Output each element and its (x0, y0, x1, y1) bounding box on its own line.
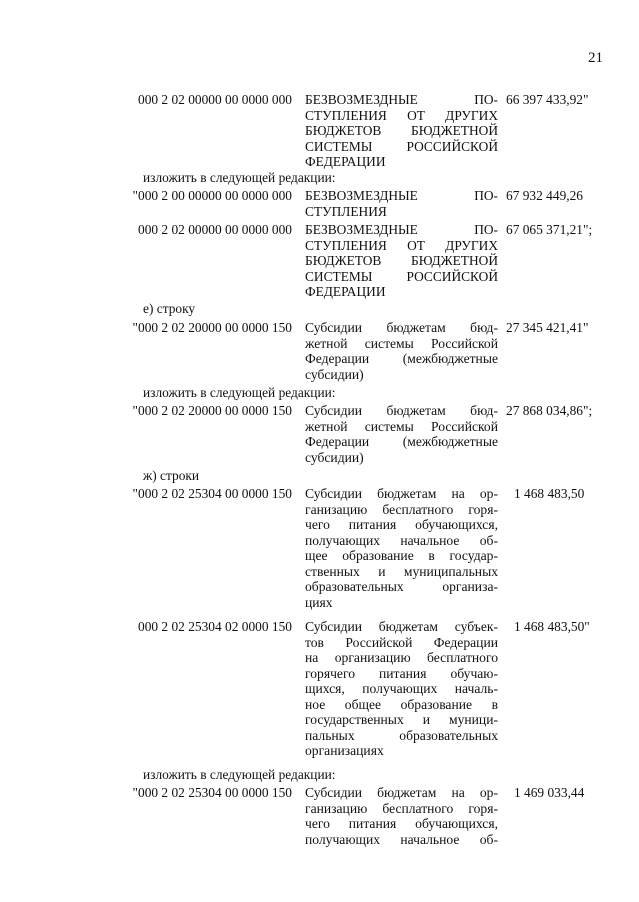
name-line: ФЕДЕРАЦИИ (305, 284, 386, 299)
name-line: ганизацию бесплатного горя- (305, 501, 498, 517)
budget-code: "000 2 02 25304 00 0000 150 (132, 486, 292, 501)
instruction-note: ж) строки (143, 468, 200, 483)
name-line: Федерации (межбюджетные (305, 434, 498, 449)
name-line: Субсидии бюджетам бюд- (305, 320, 498, 335)
budget-code: "000 2 02 20000 00 0000 150 (132, 320, 292, 335)
amount: 27 345 421,41" (506, 320, 589, 335)
name-line: ное общее образование в (305, 696, 498, 712)
revenue-name (305, 785, 498, 847)
name-line: горячего питания обучаю- (305, 665, 498, 681)
name-line: СТУПЛЕНИЯ ОТ ДРУГИХ (305, 107, 498, 123)
name-line: СТУПЛЕНИЯ ОТ ДРУГИХ (305, 237, 498, 253)
revenue-name (305, 222, 498, 300)
instruction-note: изложить в следующей редакции: (143, 385, 336, 400)
revenue-name (305, 188, 498, 219)
name-line: Субсидии бюджетам на ор- (305, 785, 498, 800)
name-line: Субсидии бюджетам на ор- (305, 486, 498, 501)
name-line: субсидии) (305, 366, 364, 382)
name-line: Субсидии бюджетам субъек- (305, 619, 498, 634)
revenue-name (305, 403, 498, 465)
name-line: субсидии) (305, 449, 364, 465)
name-line: государственных и муници- (305, 712, 498, 727)
page-number: 21 (588, 50, 603, 66)
name-line: БЮДЖЕТОВ БЮДЖЕТНОЙ (305, 123, 498, 138)
budget-code: 000 2 02 00000 00 0000 000 (138, 92, 292, 107)
instruction-note: е) строку (143, 301, 196, 316)
amount: 1 468 483,50 (514, 486, 585, 501)
amount: 1 469 033,44 (514, 785, 585, 800)
name-line: ганизацию бесплатного горя- (305, 800, 498, 816)
revenue-name (305, 92, 498, 170)
name-line: БЕЗВОЗМЕЗДНЫЕ ПО- (305, 222, 498, 237)
name-line: получающих начальное об- (305, 831, 498, 847)
name-line: чего питания обучающихся, (305, 517, 498, 532)
name-line: Субсидии бюджетам бюд- (305, 403, 498, 418)
name-line: БЕЗВОЗМЕЗДНЫЕ ПО- (305, 188, 498, 203)
amount: 1 468 483,50" (514, 619, 590, 634)
amount: 67 932 449,26 (506, 188, 583, 203)
name-line: организациях (305, 743, 384, 758)
name-line: СИСТЕМЫ РОССИЙСКОЙ (305, 268, 498, 284)
name-line: жетной системы Российской (305, 335, 498, 351)
amount: 66 397 433,92" (506, 92, 589, 107)
budget-code: "000 2 00 00000 00 0000 000 (132, 188, 292, 203)
name-line: тов Российской Федерации (305, 634, 498, 650)
name-line: БЮДЖЕТОВ БЮДЖЕТНОЙ (305, 253, 498, 268)
name-line: жетной системы Российской (305, 418, 498, 434)
name-line: СИСТЕМЫ РОССИЙСКОЙ (305, 138, 498, 154)
name-line: щее образование в государ- (305, 548, 498, 563)
budget-code: "000 2 02 20000 00 0000 150 (132, 403, 292, 418)
budget-code: "000 2 02 25304 00 0000 150 (132, 785, 292, 800)
name-line: Федерации (межбюджетные (305, 351, 498, 366)
name-line: циях (305, 594, 333, 610)
amount: 27 868 034,86"; (506, 403, 593, 418)
name-line: СТУПЛЕНИЯ (305, 203, 387, 219)
revenue-name (305, 486, 498, 610)
name-line: ственных и муниципальных (305, 563, 498, 579)
revenue-name (305, 320, 498, 382)
budget-code: 000 2 02 25304 02 0000 150 (138, 619, 292, 634)
budget-code: 000 2 02 00000 00 0000 000 (138, 222, 292, 237)
instruction-note: изложить в следующей редакции: (143, 767, 336, 782)
amount: 67 065 371,21"; (506, 222, 593, 237)
instruction-note: изложить в следующей редакции: (143, 170, 336, 185)
name-line: получающих начальное об- (305, 532, 498, 548)
name-line: щихся, получающих началь- (305, 681, 498, 696)
revenue-name (305, 619, 498, 759)
name-line: БЕЗВОЗМЕЗДНЫЕ ПО- (305, 92, 498, 107)
name-line: образовательных организа- (305, 579, 498, 594)
name-line: ФЕДЕРАЦИИ (305, 154, 386, 169)
name-line: пальных образовательных (305, 727, 498, 743)
name-line: на организацию бесплатного (305, 650, 498, 665)
name-line: чего питания обучающихся, (305, 816, 498, 831)
